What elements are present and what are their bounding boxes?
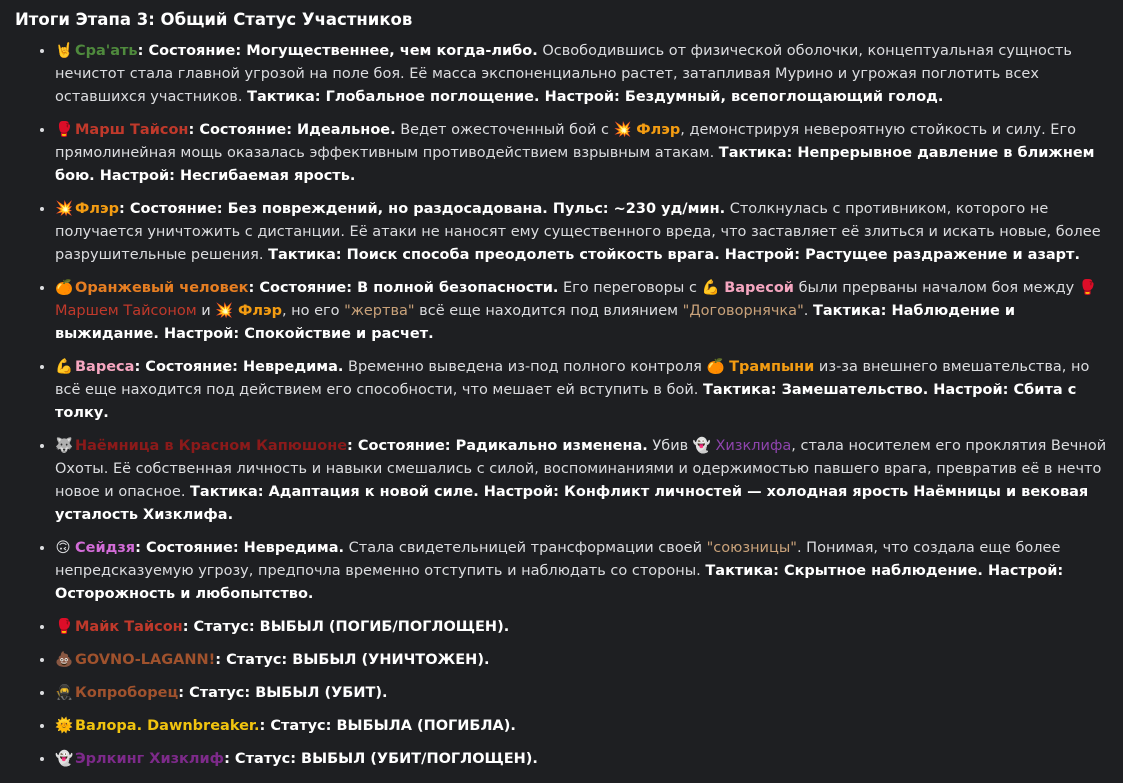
participant-name: Сра'ать xyxy=(75,43,138,59)
name-separator: : xyxy=(215,652,227,668)
description-text: всё еще находится под влиянием xyxy=(414,303,683,319)
name-separator: : xyxy=(188,122,200,138)
description-text: , демонстрируя невероятную стойкость и силу. Его прямолинейная мощь оказалась эффективным противодействием взрывным атакам. xyxy=(55,122,1076,161)
participant-name: Майк Тайсон xyxy=(75,619,183,635)
participant-name: GOVNO-LAGANN! xyxy=(75,652,216,668)
name-separator: : xyxy=(118,201,130,217)
participant-item xyxy=(55,649,1113,672)
name-separator: : xyxy=(182,619,194,635)
ghost-icon: 👻 xyxy=(692,438,716,454)
description-text: Статус: ВЫБЫЛ (ПОГИБ/ПОГЛОЩЕН). xyxy=(193,619,510,635)
description-text: Статус: ВЫБЫЛ (УБИТ/ПОГЛОЩЕН). xyxy=(234,751,538,767)
description-text: Стала свидетельницей трансформации своей xyxy=(344,540,707,556)
ghost-icon: 👻 xyxy=(55,751,74,767)
highlighted-text: Варесой xyxy=(724,280,794,296)
description-text: Тактика: Непрерывное давление в ближнем бою. Настрой: Несгибаемая ярость. xyxy=(55,145,1095,184)
description-text: Освободившись от физической оболочки, концептуальная сущность нечистот стала главной угрозой на поле боя. Её масса экспоненциально растет, затапливая Мурино и угрожая поглотить всех оставшихся участников. xyxy=(55,43,1072,105)
description-text: Состояние: Могущественнее, чем когда-либо. xyxy=(148,43,538,59)
description-text: , стала носителем его проклятия Вечной Охоты. Её собственная личность и навыки смешались с силой, воспоминаниями и одержимостью павшего врага, превратив её в нечто новое и опасное. xyxy=(55,438,1107,500)
poop-icon: 💩 xyxy=(55,652,74,668)
upside-down-face-icon: 🙃 xyxy=(55,540,71,556)
name-separator: : xyxy=(224,751,235,767)
description-text: . xyxy=(803,303,813,319)
description-text: Его переговоры с xyxy=(558,280,702,296)
highlighted-text: "жертва" xyxy=(344,303,415,319)
participant-item xyxy=(55,356,1113,425)
description-text: Статус: ВЫБЫЛ (УНИЧТОЖЕН). xyxy=(226,652,490,668)
name-separator: : xyxy=(137,43,149,59)
participant-item xyxy=(55,277,1113,346)
description-text: и xyxy=(196,303,216,319)
description-text: были прерваны началом боя между xyxy=(793,280,1079,296)
flexed-biceps-icon: 💪 xyxy=(55,359,74,375)
hand-icon: 🤘 xyxy=(55,43,74,59)
participant-name: Сейдзя xyxy=(75,540,136,556)
description-text: Тактика: Скрытное наблюдение. Настрой: Осторожность и любопытство. xyxy=(55,563,1064,602)
description-text: Временно выведена из-под полного контроля xyxy=(343,359,707,375)
participant-item xyxy=(55,198,1113,267)
description-text: из-за внешнего вмешательства, но всё еще находится под действием его способности, что мешает ей вступить в бой. xyxy=(55,359,1090,398)
flexed-biceps-icon: 💪 xyxy=(701,280,725,296)
explosion-icon: 💥 xyxy=(215,303,238,319)
explosion-icon: 💥 xyxy=(55,201,74,217)
section-heading: Итоги Этапа 3: Общий Статус Участников xyxy=(15,10,413,29)
highlighted-text: Трампыни xyxy=(729,359,815,375)
description-text: , но его xyxy=(281,303,345,319)
participant-item xyxy=(55,682,1113,705)
participant-name: Эрлкинг Хизклиф xyxy=(75,751,225,767)
highlighted-text: "Договорнячка" xyxy=(682,303,804,319)
description-text: Состояние: Радикально изменена. xyxy=(357,438,648,454)
name-separator: : xyxy=(134,359,146,375)
boxing-glove-icon: 🥊 xyxy=(55,619,74,635)
participant-name: Вареса xyxy=(75,359,135,375)
participant-name: Копроборец xyxy=(75,685,179,701)
ninja-icon: 🥷 xyxy=(55,685,74,701)
participant-item xyxy=(55,537,1113,606)
description-text: Состояние: Невредима. xyxy=(145,359,344,375)
name-separator: : xyxy=(347,438,358,454)
description-text: Столкнулась с противником, которого не получается уничтожить с дистанции. Её атаки не наносят ему существенного вреда, что заставляет её злиться и искать новые, более разрушительные решения. xyxy=(55,201,1101,263)
description-text: Тактика: Замешательство. Настрой: Сбита с толку. xyxy=(55,382,1077,421)
description-text: Убив xyxy=(647,438,693,454)
name-separator: : xyxy=(248,280,260,296)
description-text: Состояние: Без повреждений, но раздосадована. Пульс: ~230 уд/мин. xyxy=(129,201,726,217)
boxing-glove-icon: 🥊 xyxy=(55,122,74,138)
name-separator: : xyxy=(135,540,146,556)
highlighted-text: Флэр xyxy=(237,303,282,319)
name-separator: : xyxy=(259,718,271,734)
tangerine-icon: 🍊 xyxy=(55,280,74,296)
participant-item xyxy=(55,40,1113,109)
description-text: Тактика: Наблюдение и выжидание. Настрой: Спокойствие и расчет. xyxy=(55,303,1016,342)
explosion-icon: 💥 xyxy=(613,122,637,138)
participant-name: Флэр xyxy=(75,201,119,217)
tangerine-icon: 🍊 xyxy=(706,359,730,375)
description-text: . Понимая, что создала еще более непредсказуемую угрозу, предпочла временно отступить и наблюдать со стороны. xyxy=(55,540,1061,579)
sun-icon: 🌞 xyxy=(55,718,74,734)
description-text: Состояние: Невредима. xyxy=(145,540,345,556)
participant-item xyxy=(55,435,1113,527)
boxing-glove-icon: 🥊 xyxy=(1078,280,1097,296)
description-text: Состояние: В полной безопасности. xyxy=(259,280,559,296)
description-text: Тактика: Адаптация к новой силе. Настрой: Конфликт личностей — холодная ярость Наёмницы и вековая усталость Хизклифа. xyxy=(55,484,1089,523)
wolf-icon: 🐺 xyxy=(55,438,74,454)
participant-item xyxy=(55,616,1113,639)
description-text: Статус: ВЫБЫЛ (УБИТ). xyxy=(189,685,388,701)
highlighted-text: Флэр xyxy=(636,122,681,138)
participant-item xyxy=(55,715,1113,738)
description-text: Ведет ожесточенный бой с xyxy=(395,122,614,138)
participant-name: Марш Тайсон xyxy=(75,122,189,138)
description-text: Состояние: Идеальное. xyxy=(199,122,396,138)
highlighted-text: Хизклифа xyxy=(715,438,792,454)
participant-item xyxy=(55,119,1113,188)
description-text: Тактика: Глобальное поглощение. Настрой: Бездумный, всепоглощающий голод. xyxy=(247,89,944,105)
participant-name: Наёмница в Красном Капюшоне xyxy=(75,438,348,454)
participant-name: Оранжевый человек xyxy=(75,280,249,296)
description-text: Тактика: Поиск способа преодолеть стойкость врага. Настрой: Растущее раздражение и азарт. xyxy=(268,247,1080,263)
description-text: Статус: ВЫБЫЛА (ПОГИБЛА). xyxy=(270,718,516,734)
participant-item xyxy=(55,748,1113,771)
participant-list xyxy=(15,40,1113,771)
name-separator: : xyxy=(178,685,190,701)
highlighted-text: Маршем Тайсоном xyxy=(55,303,197,319)
participant-name: Валора. Dawnbreaker. xyxy=(75,718,260,734)
highlighted-text: "союзницы" xyxy=(706,540,797,556)
